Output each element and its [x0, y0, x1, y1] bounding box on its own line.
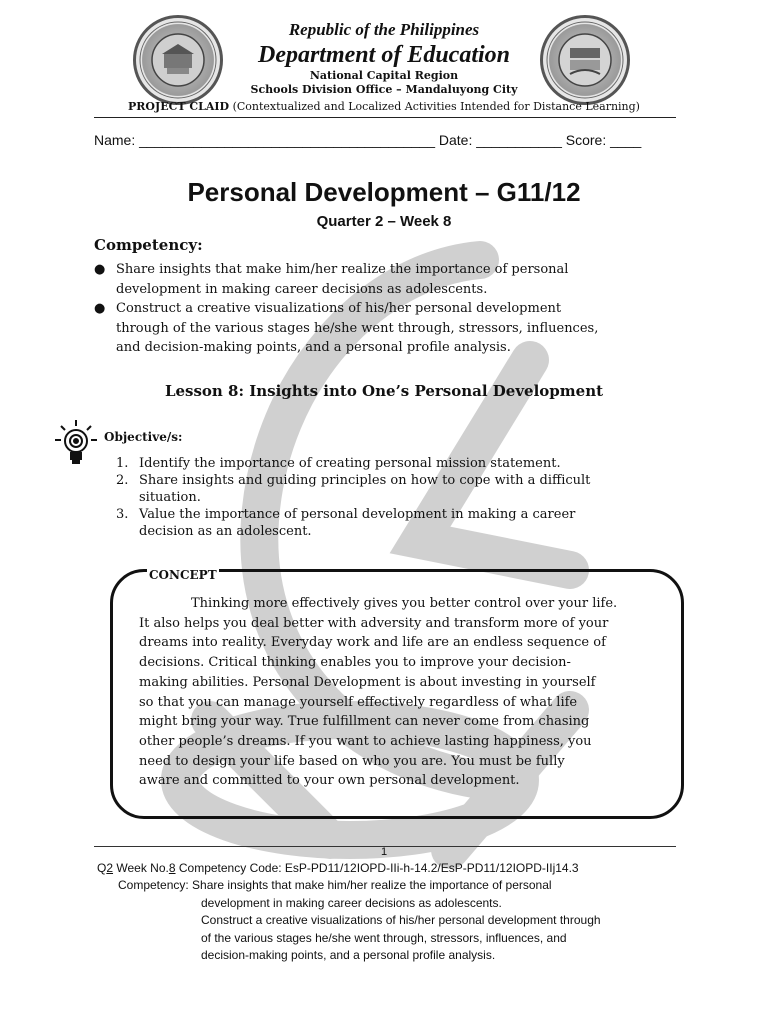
objectives-heading: Objective/s: [104, 430, 183, 444]
header-divider [94, 117, 676, 118]
republic-heading: Republic of the Philippines [288, 20, 480, 39]
lightbulb-icon [55, 418, 101, 466]
objective-item: 2. Share insights and guiding principles on how to cope with a difficult situation. [116, 473, 591, 505]
page-number: 1 [380, 846, 388, 858]
page-subtitle: Quarter 2 – Week 8 [316, 213, 452, 230]
objective-item: 3. Value the importance of personal development in making a career decision as an adolescent. [116, 507, 576, 539]
project-line [0, 100, 768, 113]
concept-heading: CONCEPT [149, 568, 217, 582]
objective-item: 1. Identify the importance of creating personal mission statement. [116, 456, 561, 471]
division-text: Schools Division Office – Mandaluyong City [250, 83, 518, 96]
name-date-score-fields: Name: ______________________________________ Date: ___________ Score: ____ [94, 132, 642, 148]
bullet-icon: ● [94, 262, 106, 277]
concept-paragraph: Thinking more effectively gives you better control over your life. It also helps you deal better with adversity and transform more of your dreams into reality. Everyday work and life are an endless sequence of decisions. Critical thinking enables you to improve your decision- making abilities. Personal Development is about investing in yourself so that you can manage yourself effectively regardless of what life might bring your way. True fulfillment can never come from chasing other people’s dreams. If you want to achieve lasting happiness, you need to design your life based on who you are. You must be fully aware and committed to your own personal development. [139, 596, 618, 789]
competency-code-line: Q2 Week No.8 Competency Code: EsP-PD11/12IOPD-IIi-h-14.2/EsP-PD11/12IOPD-IIj14.3 [97, 861, 579, 875]
project-description: (Contextualized and Localized Activities Intended for Distance Learning) [232, 100, 640, 113]
footer-competency: Competency: Share insights that make him/her realize the importance of personal development in making career decisions as adolescents. Construct a creative visualizations of his/her personal development through of the various stages he/she went through, stressors, influences, and decision-making points, and a personal profile analysis. [118, 878, 601, 962]
lesson-title: Lesson 8: Insights into One’s Personal Development [164, 382, 604, 400]
bullet-icon: ● [94, 301, 106, 316]
department-heading: Department of Education [257, 42, 510, 68]
page-title: Personal Development – G11/12 [187, 177, 581, 207]
region-text: National Capital Region [309, 69, 459, 82]
competency-heading: Competency: [94, 236, 203, 254]
competency-list [94, 260, 598, 358]
footer-competency-label: Competency: [118, 878, 193, 892]
competency-item: ● Share insights that make him/her realize the importance of personal development in making career decisions as adolescents. [94, 262, 569, 297]
objectives-list [116, 455, 590, 540]
project-name: PROJECT CLAID [128, 100, 230, 113]
competency-item: ● Construct a creative visualizations of his/her personal development through of the various stages he/she went through, stressors, influences, and decision-making points, and a personal profile analysis. [94, 301, 599, 355]
